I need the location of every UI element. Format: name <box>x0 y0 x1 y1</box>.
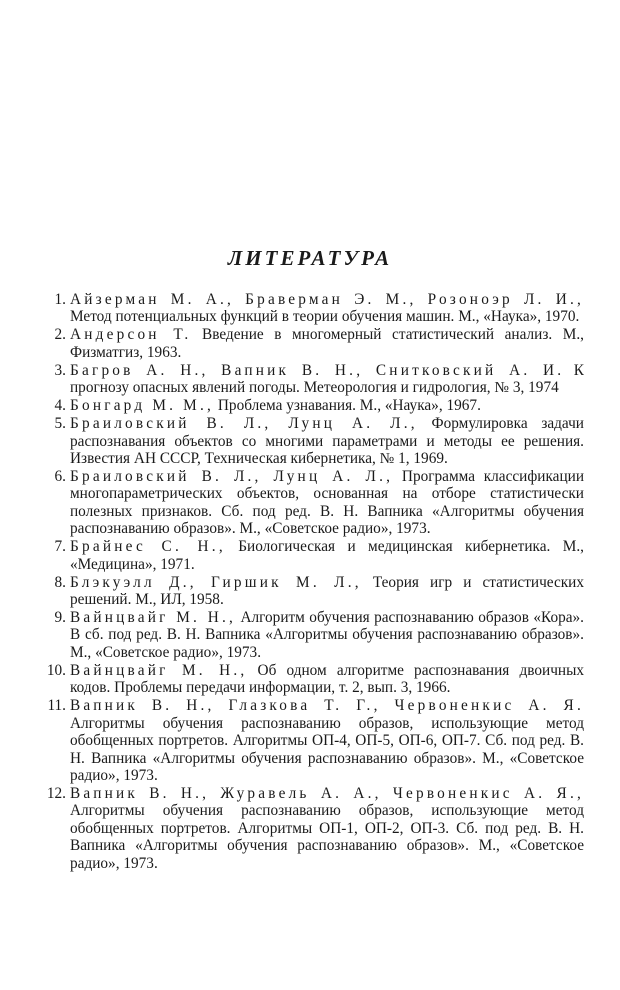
reference-number: 11. <box>47 697 66 715</box>
page-title: ЛИТЕРАТУРА <box>227 246 393 270</box>
reference-authors: Вапник В. Н., Журавель А. А., Червоненкис А. Я., <box>70 784 584 802</box>
reference-authors: Брайнес С. Н., <box>70 538 226 556</box>
reference-authors: Андерсон Т. <box>70 326 192 344</box>
reference-item <box>36 326 584 361</box>
reference-item <box>36 538 584 573</box>
reference-authors: Бонгард М. М., <box>70 397 215 415</box>
reference-number: 2. <box>54 326 66 344</box>
reference-text: Об одном алгоритме распознавания двоичных кодов. Проблемы передачи информации, т. 2, вып. 3, 1966. <box>70 661 585 697</box>
reference-text: Алгоритмы обучения распознаванию образов, использующие метод обобщенных портретов. Алгоритмы ОП-1, ОП-2, ОП-3. Сб. под ред. В. Н. Вапника «Алгоритмы обучения распознаванию образов». М., «Советское радио», 1973. <box>70 802 584 872</box>
reference-authors: Браиловский В. Л., Лунц А. Л., <box>70 468 394 486</box>
reference-item <box>36 468 584 538</box>
reference-text: Биологическая и медицинская кибернетика. М., «Медицина», 1971. <box>70 538 584 573</box>
reference-authors: Вайнцвайг М. Н., <box>70 609 237 627</box>
reference-text: Теория игр и статистических решений. М., ИЛ, 1958. <box>70 573 584 609</box>
reference-item <box>36 397 584 414</box>
reference-text: Алгоритмы обучения распознаванию образов, использующие метод обобщенных портретов. Алгоритмы ОП-4, ОП-5, ОП-6, ОП-7. Сб. под ред. В. Н. Вапника «Алгоритмы обучения распознаванию образов». М., «Советское радио», 1973. <box>70 714 584 784</box>
reference-number: 9. <box>54 609 66 627</box>
reference-number: 6. <box>54 468 66 486</box>
reference-authors: Вайнцвайг М. Н., <box>70 661 248 679</box>
reference-text: Введение в многомерный статистический анализ. М., Физматгиз, 1963. <box>70 326 584 361</box>
reference-item <box>36 362 584 397</box>
reference-item <box>36 697 584 784</box>
reference-authors: Багров А. Н., Вапник В. Н., Снитковский А. И. <box>70 361 565 379</box>
reference-number: 5. <box>54 415 66 433</box>
reference-authors: Браиловский В. Л., Лунц А. Л., <box>70 415 418 433</box>
reference-number: 3. <box>54 361 66 379</box>
reference-number: 4. <box>54 397 66 415</box>
reference-text: Программа классификации многопараметрических объектов, основанная на отборе статистически полезных признаков. Сб. под ред. В. Н. Вапника «Алгоритмы обучения распознаванию образов». М., «Советское радио», 1973. <box>70 468 585 538</box>
reference-text: Метод потенциальных функций в теории обучения машин. М., «Наука», 1970. <box>70 308 580 326</box>
reference-authors: Блэкуэлл Д., Гиршик М. Л., <box>70 573 362 591</box>
reference-number: 8. <box>54 573 66 591</box>
reference-number: 1. <box>54 291 66 308</box>
reference-number: 12. <box>46 784 66 802</box>
reference-item <box>36 415 584 467</box>
reference-text: К прогнозу опасных явлений погоды. Метеорология и гидрология, № 3, 1974 <box>70 361 584 397</box>
reference-text: Формулировка задачи распознавания объектов со многими параметрами и методы ее решения. Известия АН СССР, Техническая кибернетика, № 1, 1969. <box>70 415 584 468</box>
reference-item <box>36 662 584 697</box>
reference-item <box>36 609 584 661</box>
reference-item <box>36 291 584 326</box>
reference-authors: Вапник В. Н., Глазкова Т. Г., Червоненкис А. Я. <box>70 697 584 715</box>
reference-authors: Айзерман М. А., Браверман Э. М., Розоноэр Л. И., <box>70 291 584 308</box>
reference-number: 7. <box>54 538 66 556</box>
reference-text: Алгоритм обучения распознаванию образов «Кора». В сб. под ред. В. Н. Вапника «Алгоритмы обучения распознаванию образов». М., «Советское радио», 1973. <box>70 609 585 661</box>
reference-list <box>36 291 584 873</box>
reference-item <box>36 574 584 609</box>
reference-item <box>36 785 584 872</box>
reference-number: 10. <box>46 661 66 679</box>
reference-text: Проблема узнавания. М., «Наука», 1967. <box>214 397 481 415</box>
